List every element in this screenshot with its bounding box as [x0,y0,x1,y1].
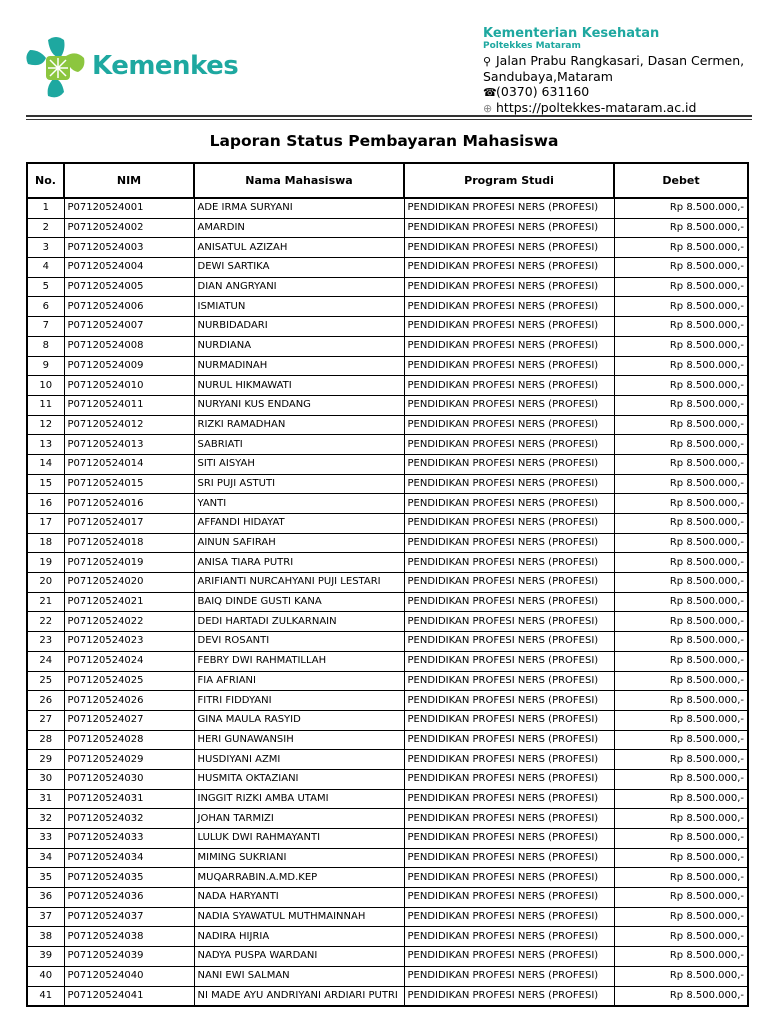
cell-no: 7 [27,317,64,337]
table-row [27,494,748,514]
table-row [27,947,748,967]
cell-no: 9 [27,356,64,376]
table-row [27,533,748,553]
cell-name: FEBRY DWI RAHMATILLAH [194,651,404,671]
cell-program: PENDIDIKAN PROFESI NERS (PROFESI) [404,494,614,514]
cell-name: MIMING SUKRIANI [194,848,404,868]
table-row [27,356,748,376]
cell-no: 1 [27,198,64,218]
table-row [27,730,748,750]
cell-nim: P07120524001 [64,198,194,218]
table-row [27,336,748,356]
cell-no: 26 [27,691,64,711]
table-row [27,966,748,986]
cell-nim: P07120524010 [64,376,194,396]
table-row [27,651,748,671]
cell-debet: Rp 8.500.000,- [614,533,748,553]
cell-debet: Rp 8.500.000,- [614,632,748,652]
cell-program: PENDIDIKAN PROFESI NERS (PROFESI) [404,592,614,612]
cell-nim: P07120524039 [64,947,194,967]
cell-name: RIZKI RAMADHAN [194,415,404,435]
cell-program: PENDIDIKAN PROFESI NERS (PROFESI) [404,651,614,671]
cell-program: PENDIDIKAN PROFESI NERS (PROFESI) [404,553,614,573]
cell-no: 15 [27,474,64,494]
cell-debet: Rp 8.500.000,- [614,986,748,1006]
cell-name: NADIA SYAWATUL MUTHMAINNAH [194,907,404,927]
cell-no: 2 [27,218,64,238]
cell-no: 30 [27,769,64,789]
cell-no: 24 [27,651,64,671]
cell-debet: Rp 8.500.000,- [614,553,748,573]
cell-nim: P07120524019 [64,553,194,573]
cell-program: PENDIDIKAN PROFESI NERS (PROFESI) [404,671,614,691]
cell-debet: Rp 8.500.000,- [614,395,748,415]
cell-name: JOHAN TARMIZI [194,809,404,829]
cell-program: PENDIDIKAN PROFESI NERS (PROFESI) [404,297,614,317]
cell-name: ANISA TIARA PUTRI [194,553,404,573]
cell-program: PENDIDIKAN PROFESI NERS (PROFESI) [404,868,614,888]
cell-program: PENDIDIKAN PROFESI NERS (PROFESI) [404,238,614,258]
cell-name: NURYANI KUS ENDANG [194,395,404,415]
table-row [27,809,748,829]
cell-no: 28 [27,730,64,750]
org-sub-name: Poltekkes Mataram [483,41,581,51]
cell-debet: Rp 8.500.000,- [614,435,748,455]
cell-name: YANTI [194,494,404,514]
cell-no: 16 [27,494,64,514]
cell-nim: P07120524041 [64,986,194,1006]
cell-name: AINUN SAFIRAH [194,533,404,553]
cell-debet: Rp 8.500.000,- [614,198,748,218]
cell-name: HUSDIYANI AZMI [194,750,404,770]
cell-debet: Rp 8.500.000,- [614,789,748,809]
cell-program: PENDIDIKAN PROFESI NERS (PROFESI) [404,415,614,435]
table-row [27,573,748,593]
table-row [27,612,748,632]
cell-debet: Rp 8.500.000,- [614,750,748,770]
cell-nim: P07120524032 [64,809,194,829]
cell-program: PENDIDIKAN PROFESI NERS (PROFESI) [404,533,614,553]
cell-debet: Rp 8.500.000,- [614,868,748,888]
cell-nim: P07120524030 [64,769,194,789]
cell-debet: Rp 8.500.000,- [614,573,748,593]
cell-nim: P07120524026 [64,691,194,711]
cell-program: PENDIDIKAN PROFESI NERS (PROFESI) [404,514,614,534]
table-row [27,632,748,652]
cell-program: PENDIDIKAN PROFESI NERS (PROFESI) [404,730,614,750]
cell-no: 27 [27,710,64,730]
cell-no: 38 [27,927,64,947]
cell-name: NADA HARYANTI [194,888,404,908]
cell-no: 10 [27,376,64,396]
cell-program: PENDIDIKAN PROFESI NERS (PROFESI) [404,395,614,415]
cell-no: 35 [27,868,64,888]
cell-name: DEDI HARTADI ZULKARNAIN [194,612,404,632]
cell-debet: Rp 8.500.000,- [614,848,748,868]
cell-name: SABRIATI [194,435,404,455]
cell-name: NANI EWI SALMAN [194,966,404,986]
cell-nim: P07120524035 [64,868,194,888]
cell-program: PENDIDIKAN PROFESI NERS (PROFESI) [404,769,614,789]
cell-name: AMARDIN [194,218,404,238]
phone-text: (0370) 631160 [496,84,590,99]
cell-program: PENDIDIKAN PROFESI NERS (PROFESI) [404,966,614,986]
table-row [27,317,748,337]
cell-nim: P07120524034 [64,848,194,868]
cell-no: 22 [27,612,64,632]
cell-debet: Rp 8.500.000,- [614,927,748,947]
cell-nim: P07120524028 [64,730,194,750]
cell-no: 40 [27,966,64,986]
cell-debet: Rp 8.500.000,- [614,829,748,849]
cell-nim: P07120524017 [64,514,194,534]
cell-no: 23 [27,632,64,652]
cell-no: 20 [27,573,64,593]
cell-nim: P07120524002 [64,218,194,238]
cell-debet: Rp 8.500.000,- [614,258,748,278]
cell-name: DEVI ROSANTI [194,632,404,652]
table-row [27,592,748,612]
cell-nim: P07120524023 [64,632,194,652]
cell-nim: P07120524012 [64,415,194,435]
location-pin-icon: ⚲ [483,55,492,68]
cell-nim: P07120524016 [64,494,194,514]
cell-name: HUSMITA OKTAZIANI [194,769,404,789]
table-row [27,986,748,1006]
cell-nim: P07120524033 [64,829,194,849]
col-header-name: Nama Mahasiswa [194,163,404,198]
cell-debet: Rp 8.500.000,- [614,769,748,789]
cell-program: PENDIDIKAN PROFESI NERS (PROFESI) [404,454,614,474]
table-row [27,848,748,868]
cell-debet: Rp 8.500.000,- [614,612,748,632]
cell-no: 11 [27,395,64,415]
cell-debet: Rp 8.500.000,- [614,454,748,474]
cell-no: 19 [27,553,64,573]
cell-nim: P07120524025 [64,671,194,691]
telephone-icon: ☎ [483,86,497,99]
col-header-debet: Debet [614,163,748,198]
table-row [27,927,748,947]
cell-no: 3 [27,238,64,258]
cell-name: ANISATUL AZIZAH [194,238,404,258]
cell-nim: P07120524007 [64,317,194,337]
cell-name: ISMIATUN [194,297,404,317]
cell-name: ADE IRMA SURYANI [194,198,404,218]
table-row [27,907,748,927]
table-row [27,553,748,573]
cell-name: NI MADE AYU ANDRIYANI ARDIARI PUTRI [194,986,404,1006]
cell-nim: P07120524013 [64,435,194,455]
table-row [27,454,748,474]
cell-no: 12 [27,415,64,435]
cell-name: NURUL HIKMAWATI [194,376,404,396]
table-row [27,277,748,297]
website-line [483,100,753,116]
cell-debet: Rp 8.500.000,- [614,671,748,691]
cell-no: 25 [27,671,64,691]
cell-no: 33 [27,829,64,849]
cell-name: INGGIT RIZKI AMBA UTAMI [194,789,404,809]
cell-name: NURBIDADARI [194,317,404,337]
cell-debet: Rp 8.500.000,- [614,514,748,534]
cell-debet: Rp 8.500.000,- [614,238,748,258]
cell-name: DEWI SARTIKA [194,258,404,278]
cell-nim: P07120524037 [64,907,194,927]
table-row [27,671,748,691]
table-row [27,888,748,908]
cell-nim: P07120524009 [64,356,194,376]
cell-debet: Rp 8.500.000,- [614,218,748,238]
cell-program: PENDIDIKAN PROFESI NERS (PROFESI) [404,336,614,356]
cell-debet: Rp 8.500.000,- [614,809,748,829]
cell-nim: P07120524029 [64,750,194,770]
table-row [27,710,748,730]
cell-debet: Rp 8.500.000,- [614,907,748,927]
cell-name: SRI PUJI ASTUTI [194,474,404,494]
cell-nim: P07120524031 [64,789,194,809]
report-title: Laporan Status Pembayaran Mahasiswa [209,132,559,150]
cell-name: AFFANDI HIDAYAT [194,514,404,534]
cell-program: PENDIDIKAN PROFESI NERS (PROFESI) [404,710,614,730]
cell-debet: Rp 8.500.000,- [614,888,748,908]
table-row [27,829,748,849]
cell-nim: P07120524021 [64,592,194,612]
cell-program: PENDIDIKAN PROFESI NERS (PROFESI) [404,356,614,376]
cell-program: PENDIDIKAN PROFESI NERS (PROFESI) [404,888,614,908]
cell-debet: Rp 8.500.000,- [614,651,748,671]
cell-debet: Rp 8.500.000,- [614,415,748,435]
cell-name: FITRI FIDDYANI [194,691,404,711]
cell-nim: P07120524005 [64,277,194,297]
cell-program: PENDIDIKAN PROFESI NERS (PROFESI) [404,258,614,278]
cell-name: NURMADINAH [194,356,404,376]
cell-nim: P07120524022 [64,612,194,632]
table-row [27,868,748,888]
cell-no: 21 [27,592,64,612]
cell-nim: P07120524040 [64,966,194,986]
cell-debet: Rp 8.500.000,- [614,356,748,376]
table-row [27,198,748,218]
cell-debet: Rp 8.500.000,- [614,277,748,297]
cell-program: PENDIDIKAN PROFESI NERS (PROFESI) [404,986,614,1006]
address-line-2: Sandubaya,Mataram [483,69,613,84]
col-header-no: No. [27,163,64,198]
cell-program: PENDIDIKAN PROFESI NERS (PROFESI) [404,277,614,297]
cell-no: 13 [27,435,64,455]
cell-program: PENDIDIKAN PROFESI NERS (PROFESI) [404,947,614,967]
cell-program: PENDIDIKAN PROFESI NERS (PROFESI) [404,789,614,809]
cell-program: PENDIDIKAN PROFESI NERS (PROFESI) [404,848,614,868]
cell-debet: Rp 8.500.000,- [614,297,748,317]
cell-debet: Rp 8.500.000,- [614,592,748,612]
cell-debet: Rp 8.500.000,- [614,966,748,986]
cell-no: 5 [27,277,64,297]
cell-no: 8 [27,336,64,356]
payment-status-table [26,162,749,1007]
col-header-nim: NIM [64,163,194,198]
cell-program: PENDIDIKAN PROFESI NERS (PROFESI) [404,198,614,218]
cell-name: NADYA PUSPA WARDANI [194,947,404,967]
cell-program: PENDIDIKAN PROFESI NERS (PROFESI) [404,317,614,337]
cell-debet: Rp 8.500.000,- [614,947,748,967]
table-row [27,376,748,396]
cell-no: 32 [27,809,64,829]
contact-block [483,26,753,116]
cell-program: PENDIDIKAN PROFESI NERS (PROFESI) [404,750,614,770]
cell-nim: P07120524004 [64,258,194,278]
table-row [27,789,748,809]
cell-name: NURDIANA [194,336,404,356]
table-row [27,415,748,435]
cell-name: HERI GUNAWANSIH [194,730,404,750]
cell-no: 4 [27,258,64,278]
cell-program: PENDIDIKAN PROFESI NERS (PROFESI) [404,573,614,593]
cell-no: 31 [27,789,64,809]
table-row [27,750,748,770]
table-row [27,691,748,711]
cell-program: PENDIDIKAN PROFESI NERS (PROFESI) [404,632,614,652]
cell-no: 36 [27,888,64,908]
cell-no: 41 [27,986,64,1006]
cell-program: PENDIDIKAN PROFESI NERS (PROFESI) [404,435,614,455]
cell-debet: Rp 8.500.000,- [614,710,748,730]
table-row [27,514,748,534]
cell-program: PENDIDIKAN PROFESI NERS (PROFESI) [404,927,614,947]
kemenkes-logo [26,34,239,104]
cell-program: PENDIDIKAN PROFESI NERS (PROFESI) [404,907,614,927]
cell-name: NADIRA HIJRIA [194,927,404,947]
cell-no: 18 [27,533,64,553]
cell-debet: Rp 8.500.000,- [614,376,748,396]
cell-name: GINA MAULA RASYID [194,710,404,730]
cell-nim: P07120524020 [64,573,194,593]
table-header-row [27,163,748,198]
cell-nim: P07120524036 [64,888,194,908]
cell-program: PENDIDIKAN PROFESI NERS (PROFESI) [404,829,614,849]
address-line-1 [483,53,753,69]
table-row [27,395,748,415]
kemenkes-emblem-icon [26,34,90,104]
table-row [27,218,748,238]
cell-nim: P07120524018 [64,533,194,553]
cell-no: 29 [27,750,64,770]
cell-program: PENDIDIKAN PROFESI NERS (PROFESI) [404,474,614,494]
cell-program: PENDIDIKAN PROFESI NERS (PROFESI) [404,376,614,396]
cell-name: MUQARRABIN.A.MD.KEP [194,868,404,888]
table-row [27,435,748,455]
cell-nim: P07120524015 [64,474,194,494]
cell-debet: Rp 8.500.000,- [614,336,748,356]
phone-line [483,84,753,100]
website-link[interactable]: https://poltekkes-mataram.ac.id [496,100,697,115]
cell-nim: P07120524008 [64,336,194,356]
cell-name: BAIQ DINDE GUSTI KANA [194,592,404,612]
cell-program: PENDIDIKAN PROFESI NERS (PROFESI) [404,218,614,238]
cell-debet: Rp 8.500.000,- [614,691,748,711]
cell-program: PENDIDIKAN PROFESI NERS (PROFESI) [404,809,614,829]
cell-nim: P07120524011 [64,395,194,415]
cell-debet: Rp 8.500.000,- [614,730,748,750]
org-name: Kementerian Kesehatan [483,26,660,41]
cell-name: ARIFIANTI NURCAHYANI PUJI LESTARI [194,573,404,593]
table-row [27,769,748,789]
cell-no: 37 [27,907,64,927]
cell-program: PENDIDIKAN PROFESI NERS (PROFESI) [404,612,614,632]
table-body [27,198,748,1006]
cell-nim: P07120524027 [64,710,194,730]
cell-name: LULUK DWI RAHMAYANTI [194,829,404,849]
cell-no: 34 [27,848,64,868]
address-text-1: Jalan Prabu Rangkasari, Dasan Cermen, [496,53,745,68]
cell-debet: Rp 8.500.000,- [614,494,748,514]
col-header-program: Program Studi [404,163,614,198]
globe-icon: ⊕ [483,102,493,115]
cell-name: DIAN ANGRYANI [194,277,404,297]
cell-program: PENDIDIKAN PROFESI NERS (PROFESI) [404,691,614,711]
cell-nim: P07120524006 [64,297,194,317]
table-row [27,238,748,258]
cell-no: 14 [27,454,64,474]
cell-name: FIA AFRIANI [194,671,404,691]
table-row [27,258,748,278]
cell-debet: Rp 8.500.000,- [614,317,748,337]
table-row [27,297,748,317]
header-divider-thick [26,115,752,117]
cell-debet: Rp 8.500.000,- [614,474,748,494]
cell-nim: P07120524014 [64,454,194,474]
cell-no: 39 [27,947,64,967]
cell-no: 6 [27,297,64,317]
cell-nim: P07120524024 [64,651,194,671]
cell-name: SITI AISYAH [194,454,404,474]
header-divider-thin [26,119,752,120]
cell-no: 17 [27,514,64,534]
cell-nim: P07120524038 [64,927,194,947]
logo-text: Kemenkes [92,51,239,81]
table-row [27,474,748,494]
cell-nim: P07120524003 [64,238,194,258]
